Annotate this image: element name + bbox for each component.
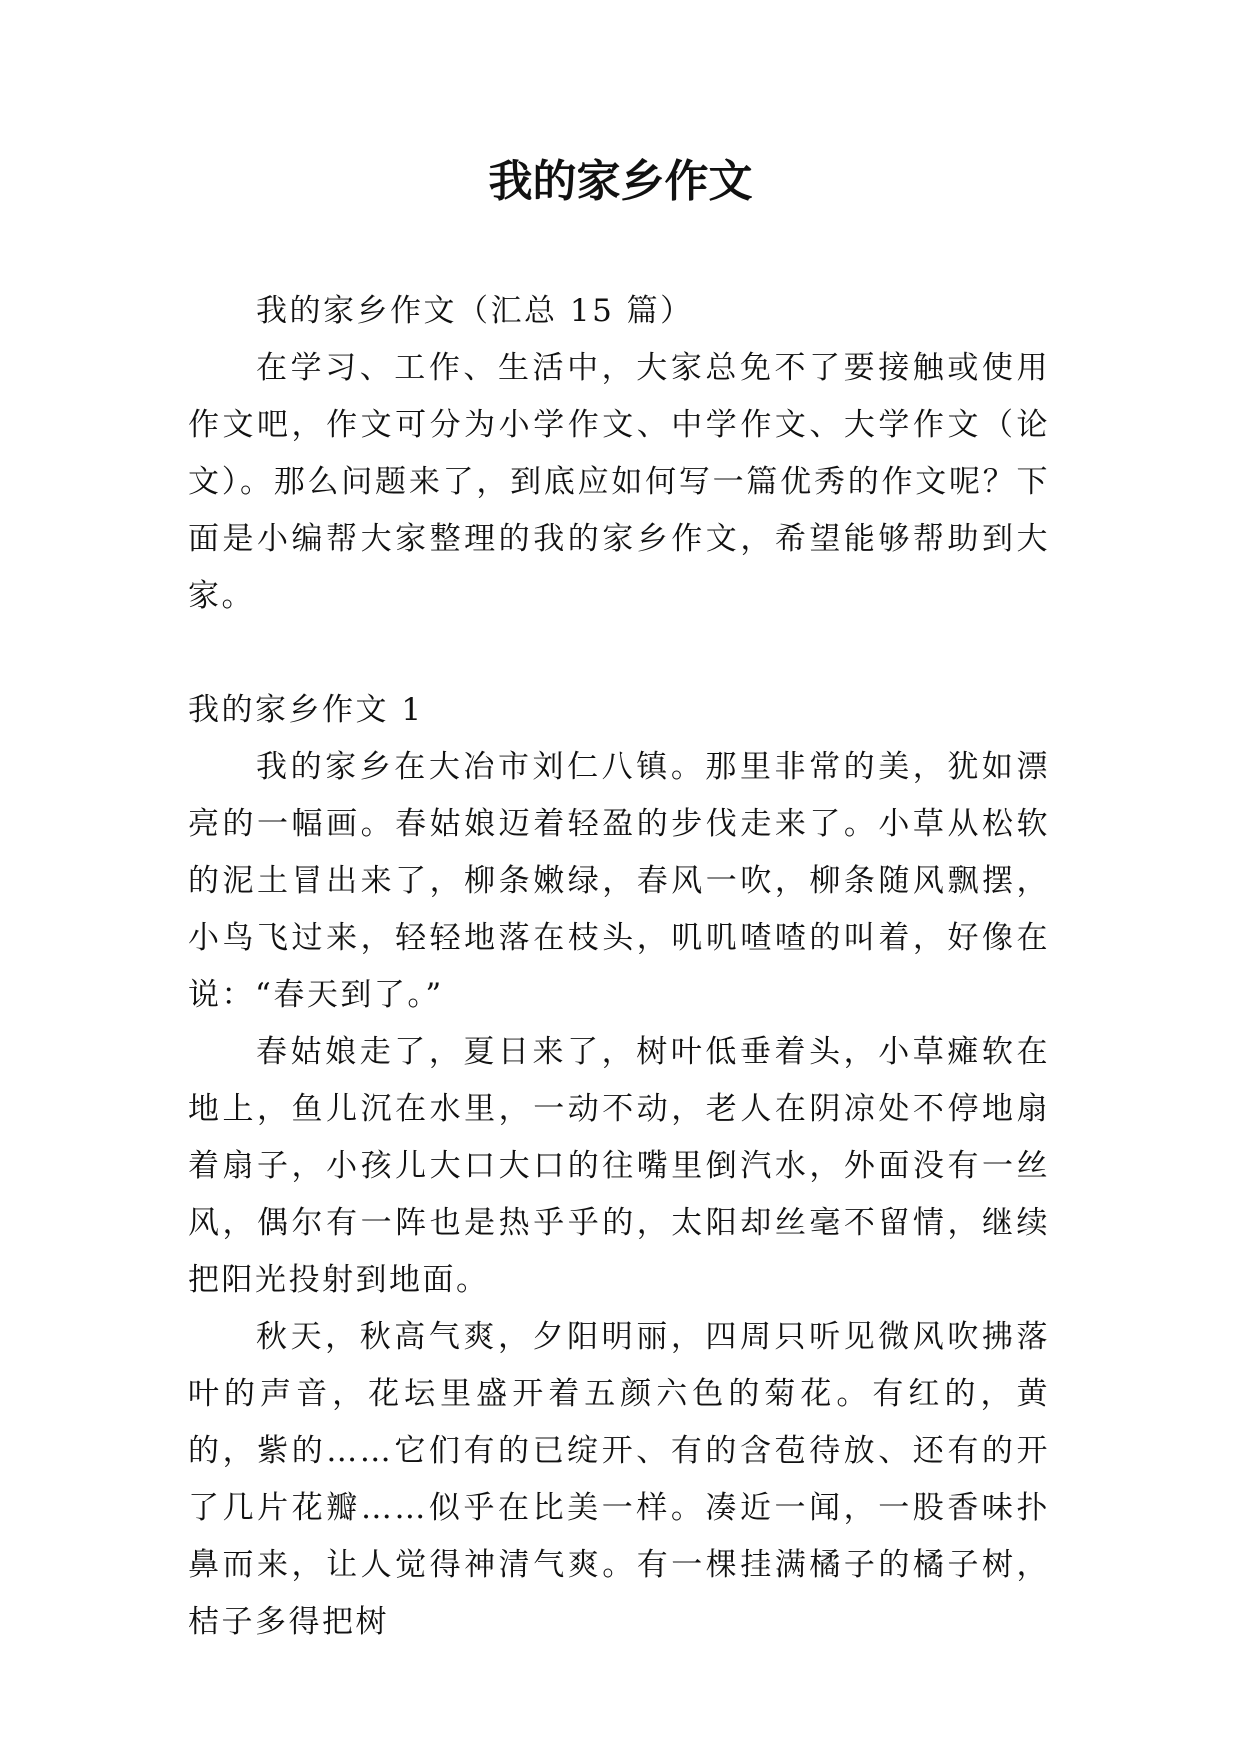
essay-1-paragraph-2: 春姑娘走了，夏日来了，树叶低垂着头，小草瘫软在地上，鱼儿沉在水里，一动不动，老人在阴凉处不停地扇着扇子，小孩儿大口大口的往嘴里倒汽水，外面没有一丝风，偶尔有一阵也是热乎乎的，太阳却丝毫不留情，继续把阳光投射到地面。 [188, 1034, 1050, 1298]
essay-1-heading: 我的家乡作文 1 [188, 692, 424, 728]
intro-paragraph: 在学习、工作、生活中，大家总免不了要接触或使用作文吧，作文可分为小学作文、中学作文、大学作文（论文）。那么问题来了，到底应如何写一篇优秀的作文呢？下面是小编帮大家整理的我的家乡作文，希望能够帮助到大家。 [188, 350, 1050, 614]
essay-1-paragraph-1: 我的家乡在大冶市刘仁八镇。那里非常的美，犹如漂亮的一幅画。春姑娘迈着轻盈的步伐走来了。小草从松软的泥土冒出来了，柳条嫩绿，春风一吹，柳条随风飘摆，小鸟飞过来，轻轻地落在枝头，叽叽喳喳的叫着，好像在说：“春天到了。” [188, 749, 1050, 1013]
intro-heading: 我的家乡作文（汇总 15 篇） [256, 293, 694, 329]
document-body [188, 283, 1050, 1651]
document-title: 我的家乡作文 [488, 156, 753, 207]
essay-1-paragraph-3: 秋天，秋高气爽，夕阳明丽，四周只听见微风吹拂落叶的声音，花坛里盛开着五颜六色的菊花。有红的，黄的，紫的……它们有的已绽开、有的含苞待放、还有的开了几片花瓣……似乎在比美一样。凑近一闻，一股香味扑鼻而来，让人觉得神清气爽。有一棵挂满橘子的橘子树，桔子多得把树 [188, 1319, 1050, 1640]
